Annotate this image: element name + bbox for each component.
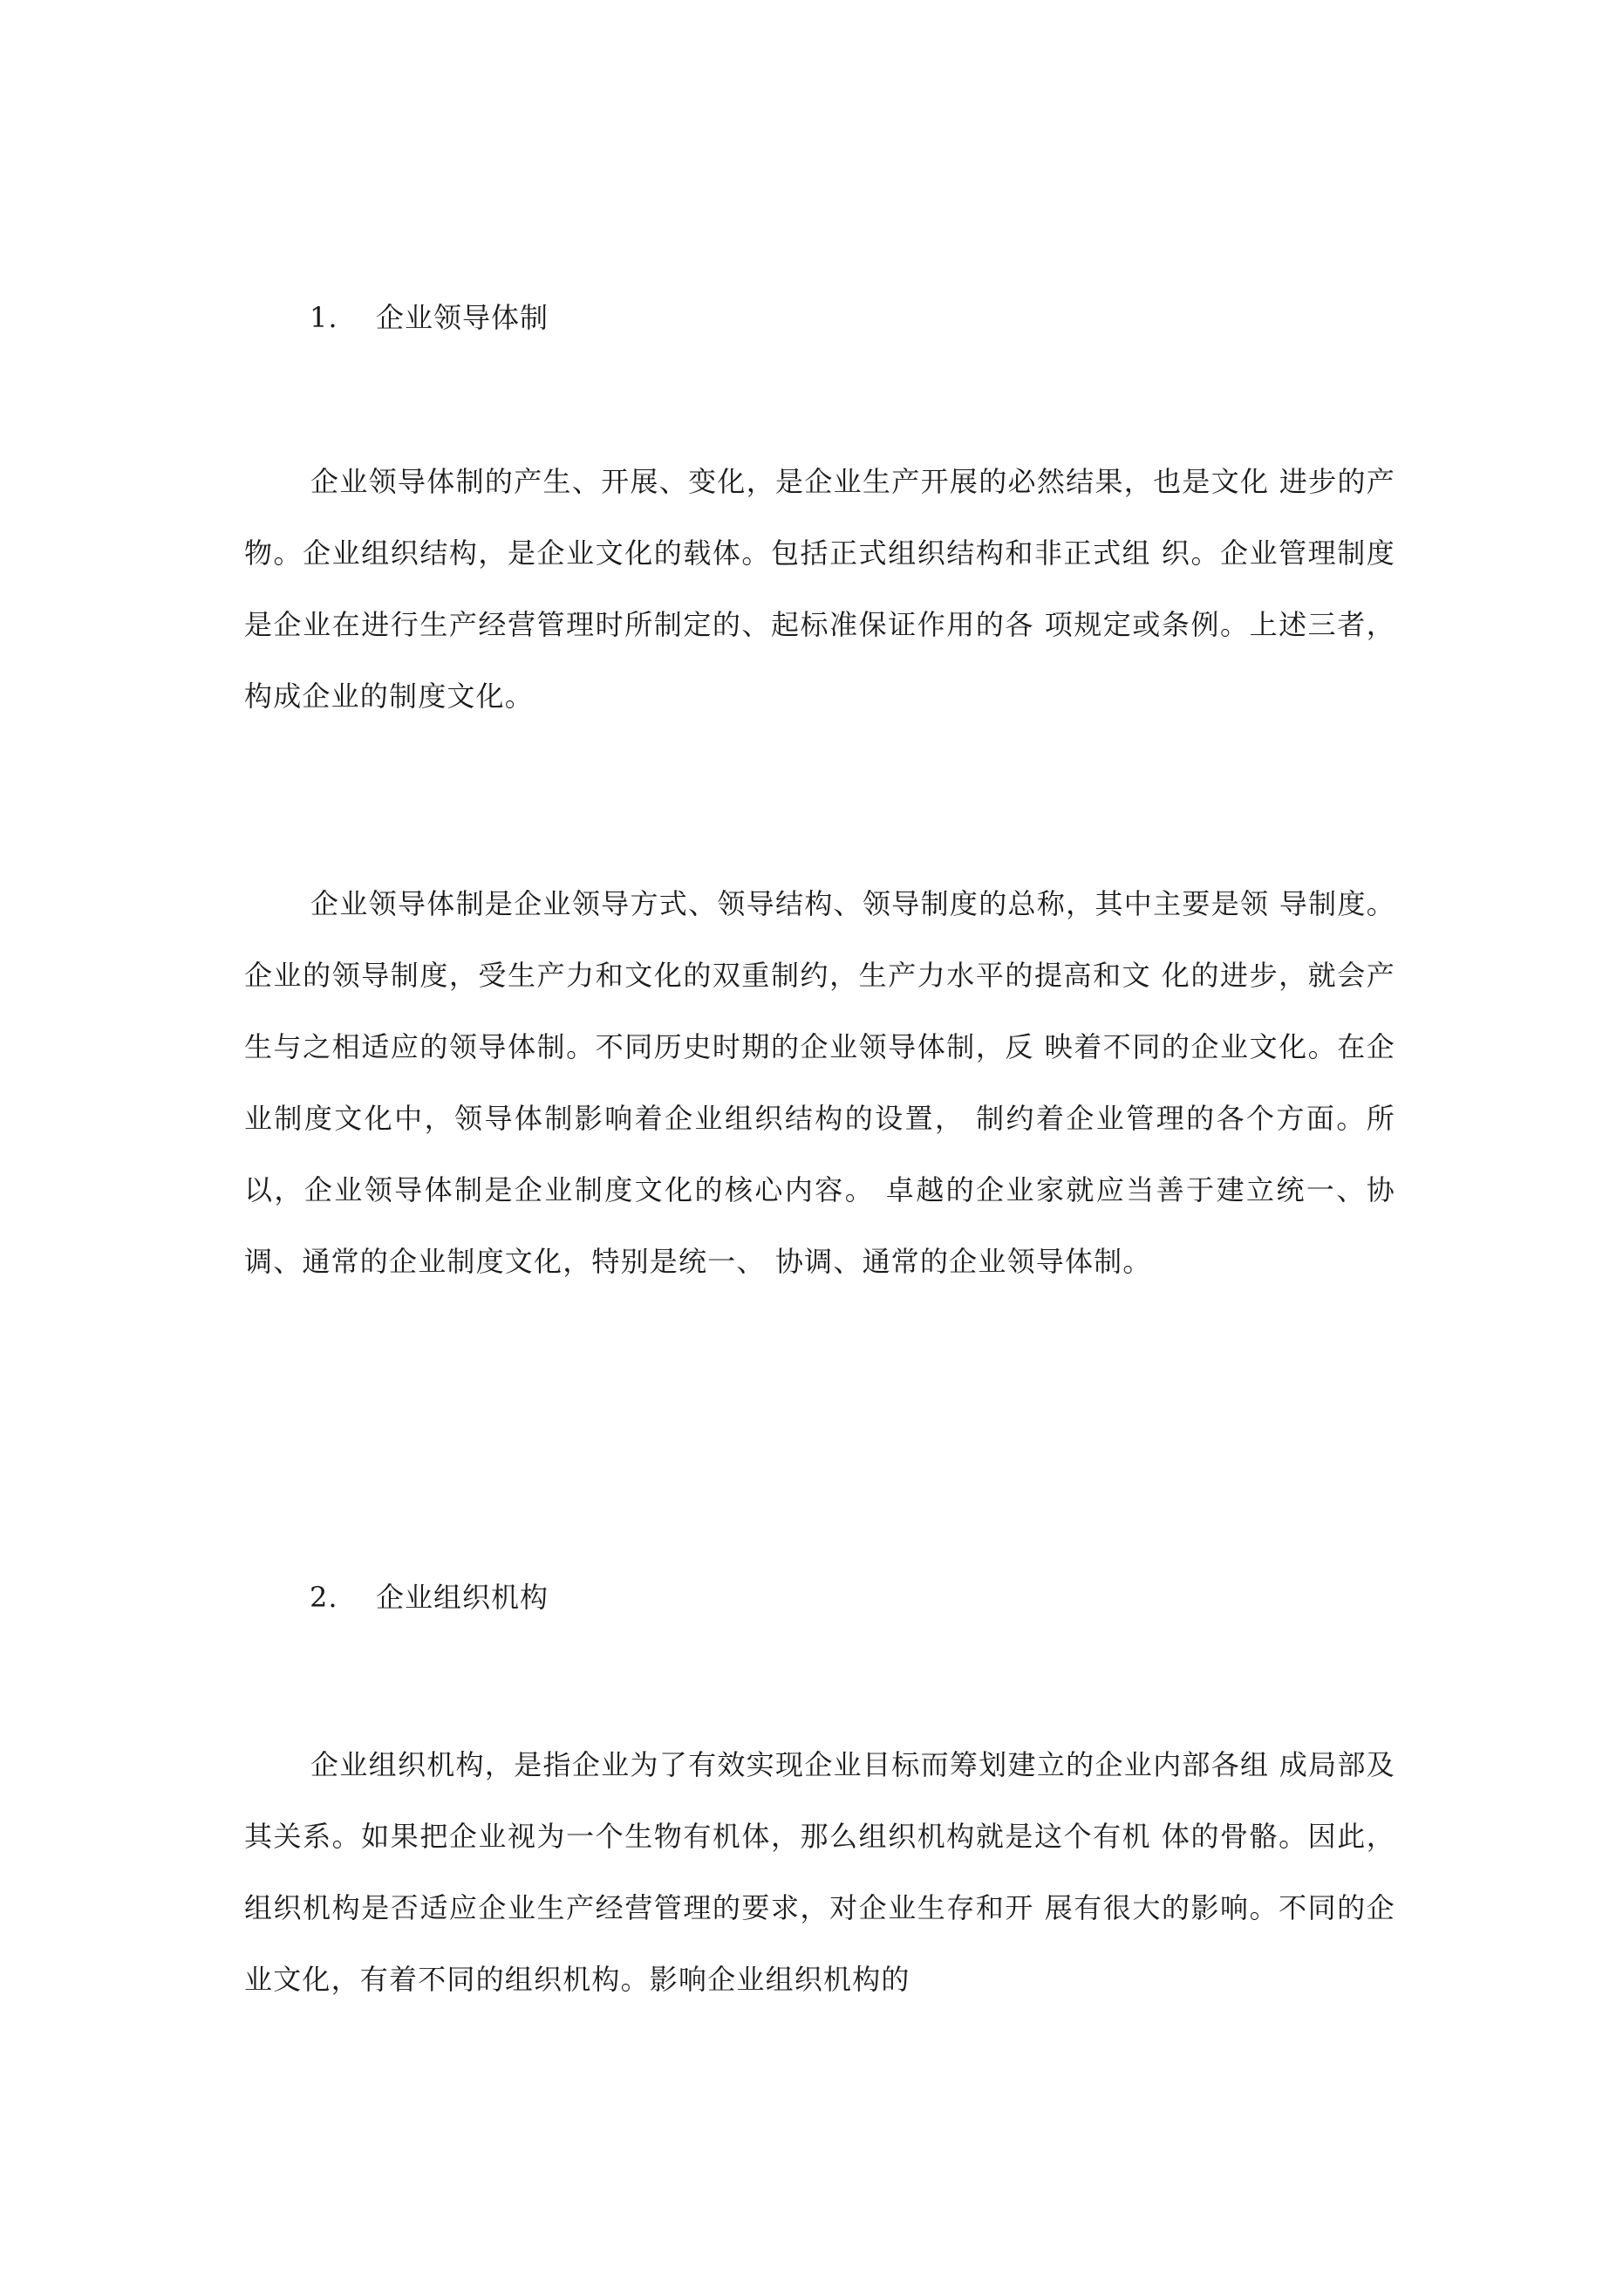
section-heading-2 <box>310 1580 549 1615</box>
section-heading-1 <box>310 300 549 335</box>
paragraph: 企业领导体制是企业领导方式、领导结构、领导制度的总称，其中主要是领 导制度。企业的领导制度，受生产力和文化的双重制约，生产力水平的提高和文 化的进步，就会产生与之相适应的领导体制。不同历史时期的企业领导体制，反 映着不同的企业文化。在企业制度文化中，领导体制影响着企业组织结构的设置， 制约着企业管理的各个方面。所以，企业领导体制是企业制度文化的核心内容。 卓越的企业家就应当善于建立统一、协调、通常的企业制度文化，特别是统一、 协调、通常的企业领导体制。 <box>244 887 1395 1278</box>
section-number: 1. <box>310 301 338 334</box>
paragraph: 企业领导体制的产生、开展、变化，是企业生产开展的必然结果，也是文化 进步的产物。企业组织结构，是企业文化的载体。包括正式组织结构和非正式组 织。企业管理制度是企业在进行生产经营管理时所制定的、起标准保证作用的各 项规定或条例。上述三者，构成企业的制度文化。 <box>244 465 1395 713</box>
paragraph: 企业组织机构，是指企业为了有效实现企业目标而筹划建立的企业内部各组 成局部及其关系。如果把企业视为一个生物有机体，那么组织机构就是这个有机 体的骨骼。因此，组织机构是否适应企业生产经营管理的要求，对企业生存和开 展有很大的影响。不同的企业文化，有着不同的组织机构。影响企业组织机构的 <box>244 1748 1395 1996</box>
section-number: 2. <box>310 1581 338 1614</box>
section-title: 企业组织机构 <box>376 1581 549 1614</box>
section-title: 企业领导体制 <box>376 301 549 334</box>
